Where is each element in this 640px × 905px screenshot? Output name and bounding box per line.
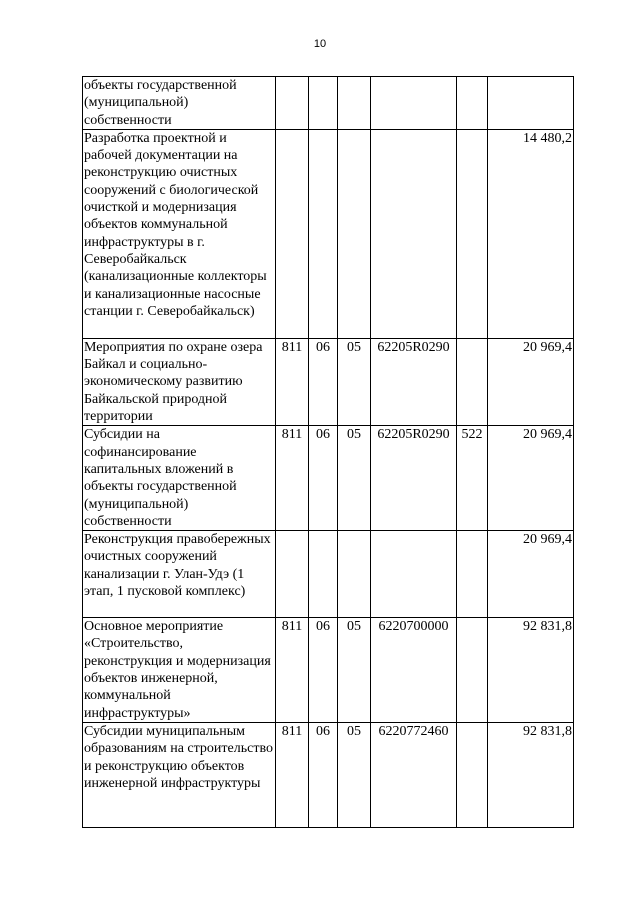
subsection-code-cell: [338, 77, 371, 130]
amount-cell: 14 480,2: [488, 129, 574, 338]
expense-type-cell: [457, 338, 488, 425]
subsection-code-cell: 05: [338, 723, 371, 828]
amount-cell: 20 969,4: [488, 426, 574, 531]
item-name-cell: объекты государственной (муниципальной) собственности: [83, 77, 276, 130]
ministry-code-cell: [276, 129, 309, 338]
section-code-cell: [309, 531, 338, 618]
amount-cell: 92 831,8: [488, 723, 574, 828]
page-number: 10: [313, 38, 327, 50]
target-article-cell: 6220700000: [371, 618, 457, 723]
expense-type-cell: [457, 77, 488, 130]
amount-cell: [488, 77, 574, 130]
amount-cell: 20 969,4: [488, 338, 574, 425]
subsection-code-cell: 05: [338, 338, 371, 425]
expense-type-cell: [457, 129, 488, 338]
ministry-code-cell: 811: [276, 723, 309, 828]
section-code-cell: 06: [309, 338, 338, 425]
section-code-cell: [309, 129, 338, 338]
target-article-cell: [371, 129, 457, 338]
item-name-cell: Мероприятия по охране озера Байкал и социально-экономическому развитию Байкальской природной территории: [83, 338, 276, 425]
expense-type-cell: [457, 531, 488, 618]
ministry-code-cell: [276, 77, 309, 130]
expense-type-cell: [457, 723, 488, 828]
expense-type-cell: 522: [457, 426, 488, 531]
table-row: [83, 618, 574, 723]
subsection-code-cell: 05: [338, 426, 371, 531]
table-row: [83, 338, 574, 425]
item-name-cell: Разработка проектной и рабочей документации на реконструкцию очистных сооружений с биологической очисткой и модернизация объектов коммунальной инфраструктуры в г. Северобайкальск (канализационные коллекторы и канализационные насосные станции г. Северобайкальск): [83, 129, 276, 338]
table-row: [83, 129, 574, 338]
ministry-code-cell: [276, 531, 309, 618]
section-code-cell: 06: [309, 426, 338, 531]
expense-type-cell: [457, 618, 488, 723]
section-code-cell: [309, 77, 338, 130]
item-name-cell: Субсидии муниципальным образованиям на строительство и реконструкцию объектов инженерной инфраструктуры: [83, 723, 276, 828]
subsection-code-cell: 05: [338, 618, 371, 723]
item-name-cell: Реконструкция правобережных очистных сооружений канализации г. Улан-Удэ (1 этап, 1 пусковой комплекс): [83, 531, 276, 618]
section-code-cell: 06: [309, 618, 338, 723]
table-row: [83, 531, 574, 618]
subsection-code-cell: [338, 531, 371, 618]
subsection-code-cell: [338, 129, 371, 338]
table-row: [83, 723, 574, 828]
table-row: [83, 426, 574, 531]
amount-cell: 20 969,4: [488, 531, 574, 618]
target-article-cell: [371, 531, 457, 618]
section-code-cell: 06: [309, 723, 338, 828]
item-name-cell: Субсидии на софинансирование капитальных вложений в объекты государственной (муниципальной) собственности: [83, 426, 276, 531]
target-article-cell: [371, 77, 457, 130]
target-article-cell: 62205R0290: [371, 426, 457, 531]
amount-cell: 92 831,8: [488, 618, 574, 723]
ministry-code-cell: 811: [276, 618, 309, 723]
table-row: [83, 77, 574, 130]
budget-table: [82, 76, 574, 828]
ministry-code-cell: 811: [276, 338, 309, 425]
target-article-cell: 62205R0290: [371, 338, 457, 425]
target-article-cell: 6220772460: [371, 723, 457, 828]
item-name-cell: Основное мероприятие «Строительство, реконструкция и модернизация объектов инженерной, коммунальной инфраструктуры»: [83, 618, 276, 723]
ministry-code-cell: 811: [276, 426, 309, 531]
